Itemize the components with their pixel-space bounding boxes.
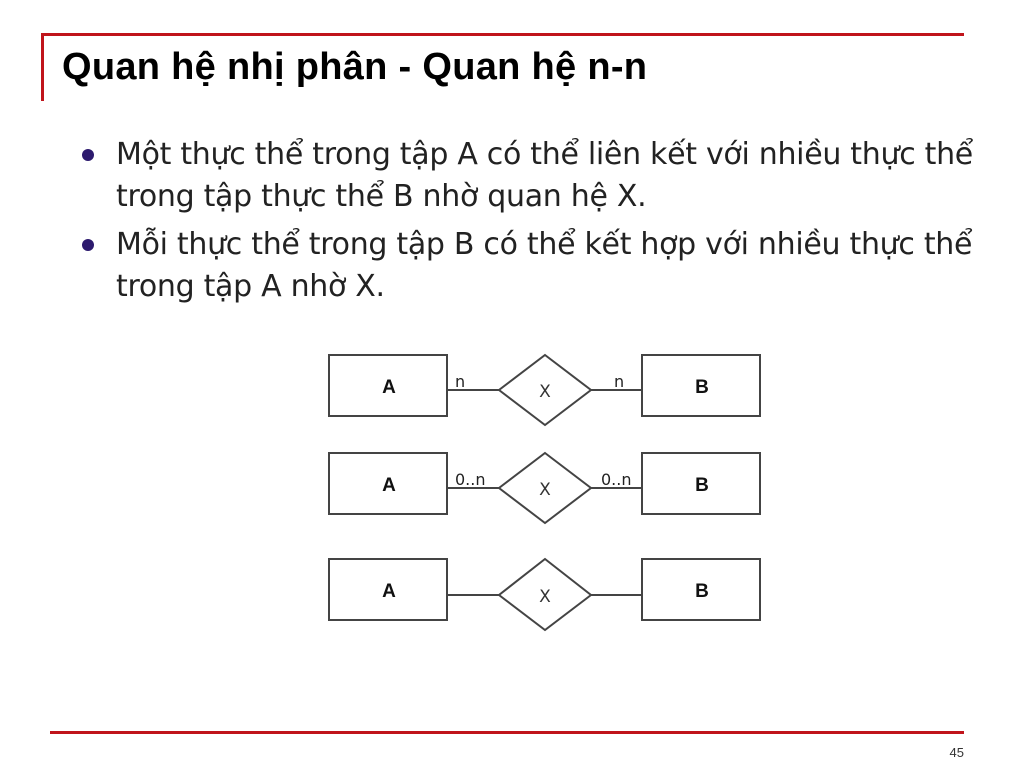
cardinality-right: n [614, 372, 625, 391]
cardinality-right: 0..n [601, 470, 632, 489]
entity-label-right: B [695, 377, 709, 398]
entity-label-left: A [382, 581, 396, 602]
footer-rule [50, 731, 964, 734]
cardinality-left: n [455, 372, 466, 391]
entity-label-left: A [382, 377, 396, 398]
cardinality-left: 0..n [455, 470, 486, 489]
er-row [329, 559, 760, 630]
er-row [329, 355, 760, 425]
relationship-label: X [539, 587, 551, 607]
slide-title: Quan hệ nhị phân - Quan hệ n-n [62, 46, 648, 88]
entity-label-right: B [695, 475, 709, 496]
relationship-label: X [539, 480, 551, 500]
entity-label-left: A [382, 475, 396, 496]
er-row [329, 453, 760, 523]
entity-label-right: B [695, 581, 709, 602]
bullet-text: Mỗi thực thể trong tập B có thể kết hợp với nhiều thực thể trong tập A nhờ X. [116, 227, 973, 304]
relationship-label: X [539, 382, 551, 402]
bullet-text: Một thực thể trong tập A có thể liên kết với nhiều thực thể trong tập thực thể B nhờ quan hệ X. [116, 137, 973, 214]
page-number: 45 [949, 745, 964, 760]
